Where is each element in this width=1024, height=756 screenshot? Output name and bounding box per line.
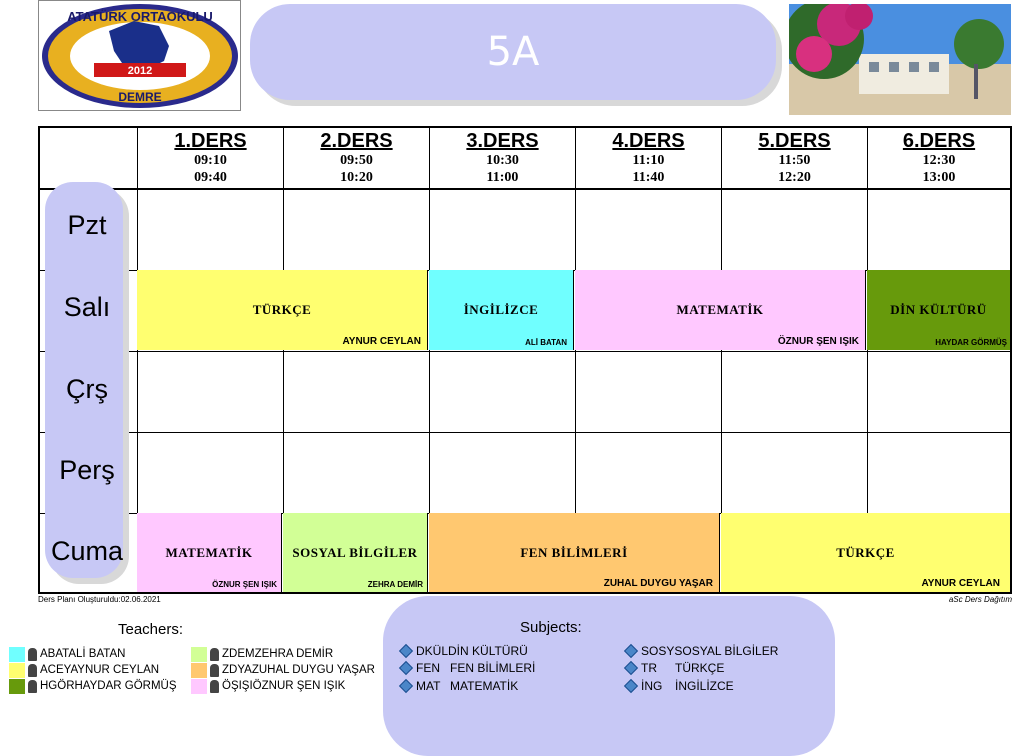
lesson-card[interactable]: [429, 270, 574, 350]
color-swatch: [191, 663, 207, 678]
teacher-legend-item: HGÖRHAYDAR GÖRMÜŞ: [9, 678, 177, 694]
subject-icon: [624, 661, 638, 675]
svg-text:ATATÜRK ORTAOKULU: ATATÜRK ORTAOKULU: [67, 9, 213, 24]
lesson-card[interactable]: [867, 270, 1010, 350]
period-header-5: 5.DERS 11:50 12:20: [758, 130, 831, 185]
subject-legend-item: FEN FEN BİLİMLERİ: [401, 661, 535, 675]
subjects-legend-title: Subjects:: [520, 619, 582, 636]
color-swatch: [9, 663, 25, 678]
lesson-subject: İNGİLİZCE: [463, 302, 539, 317]
period-header-4: 4.DERS 11:10 11:40: [612, 130, 685, 185]
lesson-subject: MATEMATİK: [676, 302, 764, 317]
subject-icon: [624, 644, 638, 658]
teacher-icon: [28, 680, 37, 693]
day-label-wednesday: Çrş: [66, 374, 108, 404]
svg-text:DEMRE: DEMRE: [118, 90, 162, 104]
period-header-2: 2.DERS 09:50 10:20: [320, 130, 393, 185]
day-label-thursday: Perş: [59, 455, 115, 485]
lesson-card[interactable]: [137, 270, 428, 350]
period-header-1: 1.DERS 09:10 09:40: [174, 130, 247, 185]
color-swatch: [9, 679, 25, 694]
lesson-subject: FEN BİLİMLERİ: [520, 545, 628, 560]
lesson-teacher: AYNUR CEYLAN: [342, 336, 421, 347]
teacher-icon: [28, 648, 37, 661]
teacher-legend-item: ÖŞIŞIÖZNUR ŞEN IŞIK: [191, 678, 345, 694]
lesson-subject: TÜRKÇE: [836, 545, 895, 560]
lesson-teacher: ALİ BATAN: [525, 338, 567, 347]
generator-note: aSc Ders Dağıtım: [948, 595, 1012, 604]
teacher-legend-item: ZDYAZUHAL DUYGU YAŞAR: [191, 662, 375, 678]
subject-icon: [399, 679, 413, 693]
subject-legend-item: DKÜ LDİN KÜLTÜRÜ: [401, 644, 528, 658]
lesson-teacher: ÖZNUR ŞEN IŞIK: [212, 580, 277, 589]
subjects-legend-panel: [383, 596, 835, 756]
subject-icon: [399, 644, 413, 658]
color-swatch: [191, 679, 207, 694]
lesson-card[interactable]: [721, 513, 1010, 592]
lesson-teacher: ZUHAL DUYGU YAŞAR: [603, 578, 713, 589]
lesson-subject: SOSYAL BİLGİLER: [292, 545, 418, 560]
teachers-legend-title: Teachers:: [118, 621, 184, 638]
teacher-icon: [210, 664, 219, 677]
color-swatch: [191, 647, 207, 662]
lesson-teacher: AYNUR CEYLAN: [921, 578, 1000, 589]
lesson-teacher: ÖZNUR ŞEN IŞIK: [777, 336, 859, 347]
teacher-icon: [210, 680, 219, 693]
class-title: 5A: [486, 29, 540, 75]
lesson-card[interactable]: [429, 513, 720, 592]
day-label-monday: Pzt: [67, 210, 107, 240]
lesson-subject: MATEMATİK: [165, 545, 253, 560]
teacher-legend-item: ABATALİ BATAN: [9, 646, 125, 662]
day-label-friday: Cuma: [50, 536, 124, 566]
subject-legend-item: MAT MATEMATİK: [401, 679, 518, 693]
subject-icon: [624, 679, 638, 693]
teacher-legend-item: ZDEMZEHRA DEMİR: [191, 646, 333, 662]
subject-legend-item: TR TÜRKÇE: [626, 661, 724, 675]
color-swatch: [9, 647, 25, 662]
class-title-banner: [250, 4, 776, 100]
period-header-6: 6.DERS 12:30 13:00: [902, 130, 976, 185]
lesson-card[interactable]: [137, 513, 282, 592]
school-photo: [789, 4, 1011, 115]
svg-text:2012: 2012: [127, 65, 153, 77]
teacher-icon: [210, 648, 219, 661]
lesson-teacher: ZEHRA DEMİR: [367, 580, 423, 589]
period-header-3: 3.DERS 10:30 11:00: [466, 130, 539, 185]
teacher-icon: [28, 664, 37, 677]
lesson-subject: DİN KÜLTÜRÜ: [890, 302, 987, 317]
created-date-note: Ders Planı Oluşturuldu:02.06.2021: [38, 595, 161, 604]
lesson-teacher: HAYDAR GÖRMÜŞ: [935, 338, 1007, 347]
school-emblem-icon: [39, 1, 240, 110]
subject-legend-item: İNG İNGİLİZCE: [626, 679, 734, 693]
lesson-subject: TÜRKÇE: [252, 302, 312, 317]
day-label-tuesday: Salı: [63, 292, 111, 322]
school-logo: [38, 0, 241, 111]
subject-icon: [399, 661, 413, 675]
subject-legend-item: SOSY SOSYAL BİLGİLER: [626, 644, 778, 658]
lesson-card[interactable]: [575, 270, 866, 350]
lesson-card[interactable]: [283, 513, 428, 592]
teacher-legend-item: ACEYAYNUR CEYLAN: [9, 662, 159, 678]
